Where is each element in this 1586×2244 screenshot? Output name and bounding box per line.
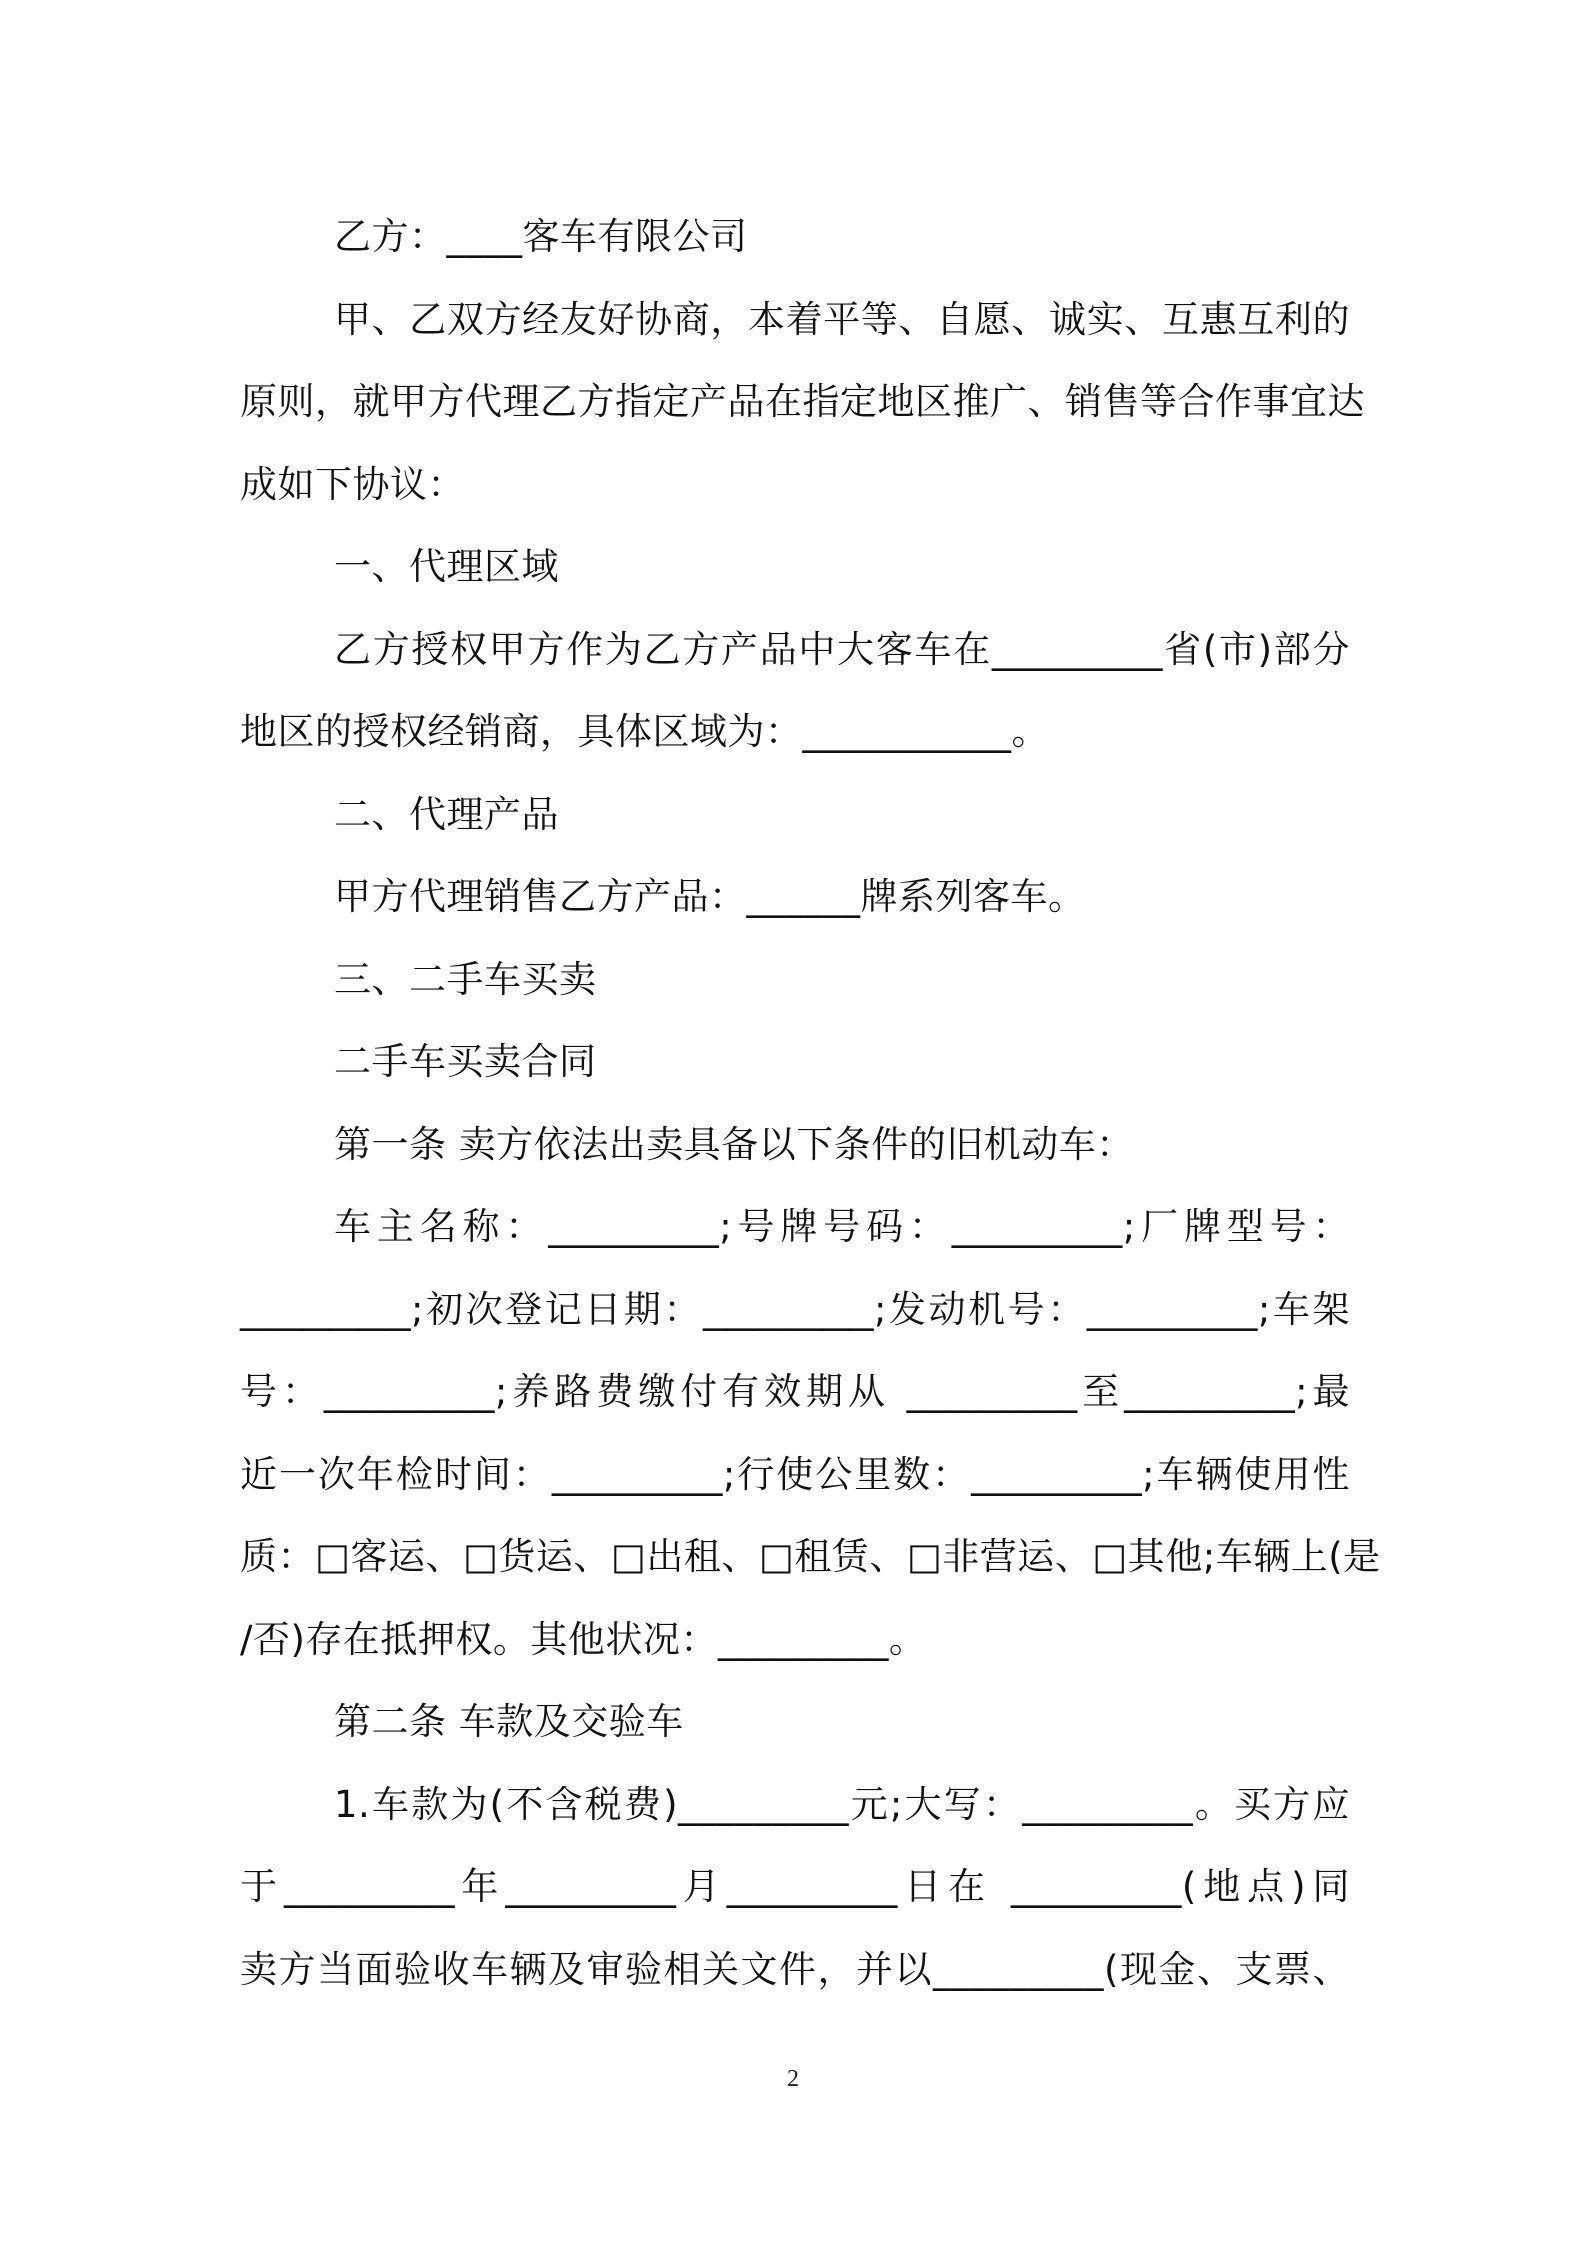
section-heading-agency-product: 二、代理产品 (334, 792, 559, 836)
section-heading-used-car-trade: 三、二手车买卖 (334, 957, 597, 1001)
preamble-line-2: 原则，就甲方代理乙方指定产品在指定地区推广、销售等合作事宜达 (240, 380, 1365, 423)
section-heading-agency-area: 一、代理区域 (334, 545, 559, 588)
article-2-line-1: 1.车款为(不含税费)_________元;大写：_________。买方应 (334, 1782, 1350, 1826)
article-1-line-1: 车主名称：_________;号牌号码：_________;厂牌型号： (334, 1205, 1350, 1248)
preamble-line-1: 甲、乙双方经友好协商，本着平等、自愿、诚实、互惠互利的 (334, 297, 1350, 341)
agency-product-line: 甲方代理销售乙方产品：______牌系列客车。 (334, 875, 1086, 918)
article-1-line-4: 近一次年检时间：_________;行使公里数：_________;车辆使用性 (240, 1452, 1350, 1496)
preamble-line-3: 成如下协议： (240, 462, 465, 506)
article-2-line-3: 卖方当面验收车辆及审验相关文件，并以_________(现金、支票、 (240, 1947, 1350, 1991)
party-b-line: 乙方：____客车有限公司 (334, 215, 748, 258)
document-body (240, 196, 1381, 2011)
article-1-line-2: _________;初次登记日期：_________;发动机号：_________;车架 (240, 1287, 1350, 1331)
contract-title: 二手车买卖合同 (334, 1040, 597, 1083)
article-2-line-2: 于_________年_________月_________日在 _________(地点)同 (240, 1865, 1350, 1908)
page-number: 2 (787, 2066, 799, 2092)
article-1-line-3: 号：_________;养路费缴付有效期从 _________至_________;最 (240, 1370, 1350, 1413)
agency-area-line-2: 地区的授权经销商，具体区域为：___________。 (240, 710, 1049, 753)
article-1-line-6: /否)存在抵押权。其他状况：_________。 (240, 1617, 927, 1661)
agency-area-line-1: 乙方授权甲方作为乙方产品中大客车在_________省(市)部分 (334, 627, 1350, 671)
article-1-line-5: 质：□客运、□货运、□出租、□租赁、□非营运、□其他;车辆上(是 (240, 1535, 1381, 1578)
article-1-heading: 第一条 卖方依法出卖具备以下条件的旧机动车： (334, 1122, 1134, 1166)
article-2-heading: 第二条 车款及交验车 (334, 1700, 684, 1743)
